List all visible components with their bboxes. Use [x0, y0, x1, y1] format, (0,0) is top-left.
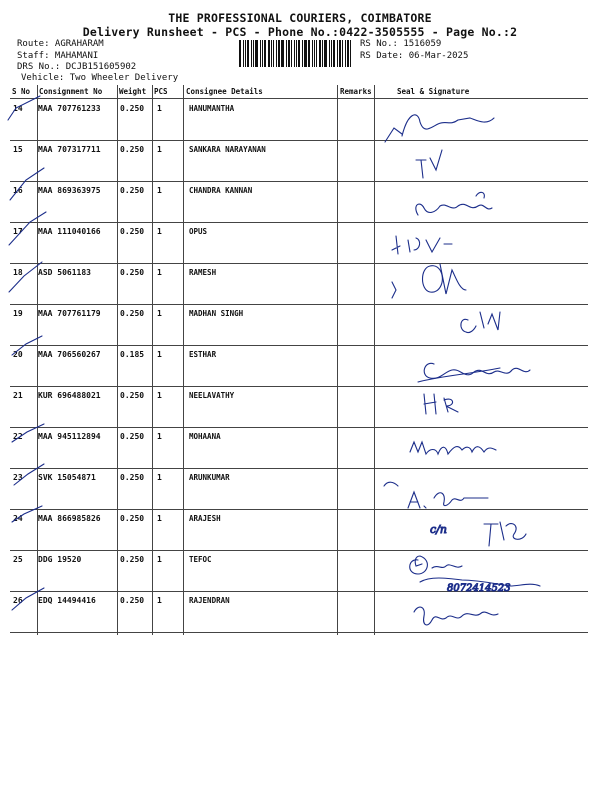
cell-weight: 0.250 [120, 432, 145, 441]
cell-sno: 15 [13, 145, 23, 154]
cell-pcs: 1 [157, 596, 162, 605]
cell-consignee: ESTHAR [189, 350, 217, 359]
vehicle-label: Vehicle: Two Wheeler Delivery [21, 73, 179, 83]
column-divider [152, 85, 153, 635]
row-divider [10, 345, 588, 346]
cell-pcs: 1 [157, 391, 162, 400]
cell-consignee: RAMESH [189, 268, 217, 277]
cell-weight: 0.250 [120, 104, 145, 113]
cell-consignment: MAA 706560267 [38, 350, 101, 359]
barcode-bar [264, 40, 266, 67]
runsheet-subtitle: Delivery Runsheet - PCS - Phone No.:0422-3505555 - Page No.:2 [82, 25, 518, 39]
runsheet-meta-right [360, 39, 468, 62]
barcode-bar [345, 40, 346, 67]
cell-sno: 18 [13, 268, 23, 277]
cell-consignee: MADHAN SINGH [189, 309, 244, 318]
cell-consignment: ASD 5061183 [38, 268, 91, 277]
barcode-bar [333, 40, 335, 67]
cell-consignment: SVK 15054871 [38, 473, 96, 482]
row-divider [10, 140, 588, 141]
cell-consignment: MAA 869363975 [38, 186, 101, 195]
cell-pcs: 1 [157, 309, 162, 318]
barcode-bar [281, 40, 284, 67]
col-header-consignment: Consignment No [39, 87, 103, 96]
cell-weight: 0.250 [120, 268, 145, 277]
barcode-bar [243, 40, 244, 67]
cell-pcs: 1 [157, 145, 162, 154]
cell-consignment: MAA 945112894 [38, 432, 101, 441]
column-divider [183, 85, 184, 635]
col-header-pcs: PCS [154, 87, 168, 96]
barcode-bar [273, 40, 274, 67]
cell-sno: 19 [13, 309, 23, 318]
barcode-bar [296, 40, 297, 67]
barcode-bar [276, 40, 277, 67]
barcode-bar [337, 40, 338, 67]
row-divider [10, 181, 588, 182]
barcode-bar [298, 40, 300, 67]
cell-consignee: HANUMANTHA [189, 104, 235, 113]
cell-pcs: 1 [157, 555, 162, 564]
barcode-bar [331, 40, 332, 67]
header-divider [10, 98, 588, 99]
row-divider [10, 427, 588, 428]
barcode-bar [239, 40, 241, 67]
cell-consignee: CHANDRA KANNAN [189, 186, 253, 195]
barcode-bar [339, 40, 341, 67]
barcode-bar [245, 40, 246, 67]
cell-weight: 0.250 [120, 514, 145, 523]
row-divider [10, 591, 588, 592]
cell-consignee: SANKARA NARAYANAN [189, 145, 266, 154]
cell-consignee: RAJENDRAN [189, 596, 230, 605]
row-divider [10, 304, 588, 305]
column-divider [337, 85, 338, 635]
drs-label: DRS No.: DCJB151605902 [17, 62, 137, 72]
cell-weight: 0.250 [120, 309, 145, 318]
cell-pcs: 1 [157, 186, 162, 195]
cell-consignment: EDQ 14494416 [38, 596, 96, 605]
column-divider [374, 85, 375, 635]
cell-sno: 23 [13, 473, 23, 482]
cell-weight: 0.250 [120, 145, 145, 154]
cell-sno: 17 [13, 227, 23, 236]
cell-consignee: MOHAANA [189, 432, 221, 441]
barcode-bar [304, 40, 307, 67]
cell-pcs: 1 [157, 268, 162, 277]
column-divider [37, 85, 38, 635]
barcode-bar [255, 40, 258, 67]
barcode-bar [319, 40, 321, 67]
barcode-bar [286, 40, 287, 67]
cell-sno: 20 [13, 350, 23, 359]
col-header-consignee: Consignee Details [186, 87, 263, 96]
row-divider [10, 263, 588, 264]
cell-pcs: 1 [157, 227, 162, 236]
barcode-bar [294, 40, 295, 67]
cell-pcs: 1 [157, 514, 162, 523]
cell-sno: 25 [13, 555, 23, 564]
barcode-bar [342, 40, 343, 67]
barcode-bar [316, 40, 317, 67]
cell-sno: 21 [13, 391, 23, 400]
barcode-bar [262, 40, 263, 67]
cell-consignment: MAA 707317711 [38, 145, 101, 154]
runsheet-meta-left [17, 39, 136, 74]
cell-weight: 0.250 [120, 227, 145, 236]
barcode-bar [350, 40, 351, 67]
column-divider [117, 85, 118, 635]
cell-consignment: MAA 111040166 [38, 227, 101, 236]
barcode-bar [271, 40, 272, 67]
cell-weight: 0.250 [120, 555, 145, 564]
barcode-bar [291, 40, 292, 67]
cell-pcs: 1 [157, 104, 162, 113]
barcode-bar [322, 40, 323, 67]
cell-weight: 0.250 [120, 186, 145, 195]
row-divider [10, 386, 588, 387]
row-divider [10, 222, 588, 223]
barcode-bar [312, 40, 313, 67]
cell-sno: 14 [13, 104, 23, 113]
cell-sno: 24 [13, 514, 23, 523]
row-divider [10, 509, 588, 510]
barcode-bar [247, 40, 249, 67]
cell-consignment: KUR 696488021 [38, 391, 101, 400]
cell-consignee: ARAJESH [189, 514, 221, 523]
route-label: Route: AGRAHARAM [17, 39, 104, 49]
col-header-sno: S No [12, 87, 31, 96]
cell-consignee: TEFOC [189, 555, 212, 564]
cell-weight: 0.250 [120, 391, 145, 400]
svg-text:8072414523: 8072414523 [447, 583, 511, 594]
delivery-table [10, 85, 588, 635]
cell-sno: 16 [13, 186, 23, 195]
row-divider [10, 632, 588, 633]
staff-label: Staff: MAHAMANI [17, 50, 99, 61]
cell-consignment: MAA 707761233 [38, 104, 101, 113]
cell-weight: 0.185 [120, 350, 145, 359]
svg-text:c/n: c/n [430, 523, 447, 536]
cell-weight: 0.250 [120, 473, 145, 482]
barcode-bar [251, 40, 252, 67]
cell-consignee: NEELAVATHY [189, 391, 235, 400]
cell-consignment: MAA 707761179 [38, 309, 101, 318]
cell-pcs: 1 [157, 350, 162, 359]
cell-consignment: DDG 19520 [38, 555, 82, 564]
barcode-bar [308, 40, 310, 67]
barcode-bar [278, 40, 280, 67]
col-header-remarks: Remarks [340, 87, 372, 96]
cell-consignee: ARUNKUMAR [189, 473, 230, 482]
company-title: THE PROFESSIONAL COURIERS, COIMBATORE [168, 11, 432, 25]
row-divider [10, 468, 588, 469]
barcode-bar [314, 40, 315, 67]
barcode-bar [288, 40, 290, 67]
row-divider [10, 550, 588, 551]
barcode-bar [253, 40, 254, 67]
cell-consignment: MAA 866985826 [38, 514, 101, 523]
barcode [239, 40, 355, 67]
col-header-weight: Weight [119, 87, 147, 96]
rs-date: RS Date: 06-Mar-2025 [360, 50, 469, 61]
barcode-bar [302, 40, 303, 67]
cell-pcs: 1 [157, 473, 162, 482]
cell-consignee: OPUS [189, 227, 208, 236]
barcode-bar [324, 40, 327, 67]
cell-weight: 0.250 [120, 596, 145, 605]
barcode-bar [329, 40, 330, 67]
barcode-bar [268, 40, 270, 67]
cell-sno: 26 [13, 596, 23, 605]
col-header-signature: Seal & Signature [397, 87, 470, 96]
rs-number: RS No.: 1516059 [360, 39, 442, 49]
barcode-bar [260, 40, 261, 67]
barcode-bar [347, 40, 349, 67]
cell-sno: 22 [13, 432, 23, 441]
cell-pcs: 1 [157, 432, 162, 441]
